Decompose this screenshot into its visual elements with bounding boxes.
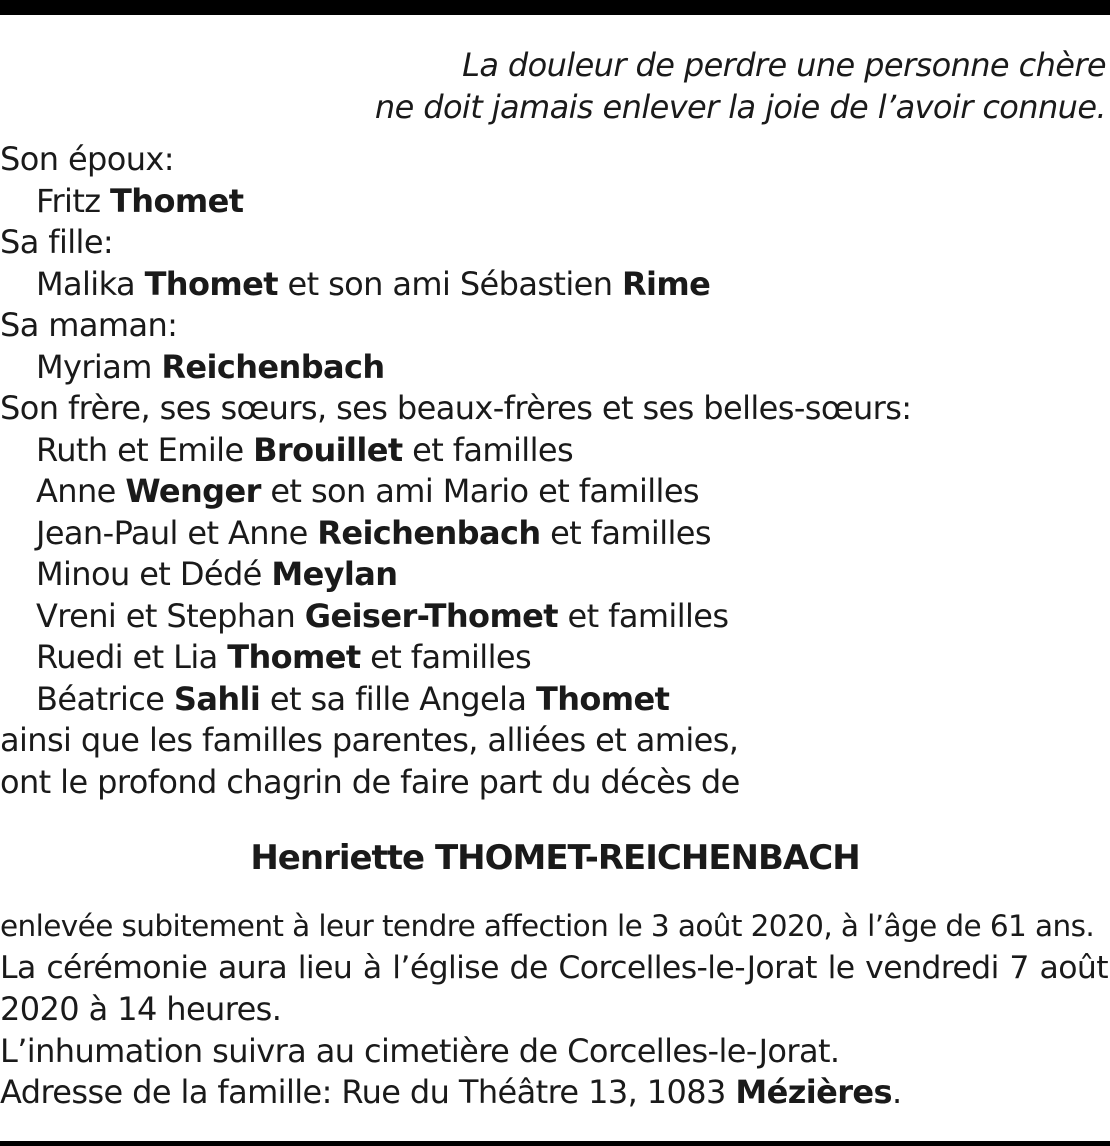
top-rule bbox=[0, 0, 1110, 15]
funeral-details bbox=[0, 906, 1108, 1114]
husband-label: Son époux: bbox=[0, 140, 174, 178]
details-line-4: L’inhumation suivra au cimetière de Corcelles-le-Jorat. bbox=[0, 1031, 840, 1070]
closing-line-2: ont le profond chagrin de faire part du décès de bbox=[0, 762, 740, 801]
mother-label: Sa maman: bbox=[0, 306, 178, 344]
daughter-label: Sa fille: bbox=[0, 223, 114, 261]
family-address: Adresse de la famille: Rue du Théâtre 13, 1083 Mézières. bbox=[0, 1073, 902, 1111]
details-line-1: enlevée subitement à leur tendre affection le 3 août 2020, à l’âge de 61 ans. bbox=[0, 909, 1095, 943]
details-line-2: La cérémonie aura lieu à l’église de Corcelles-le-Jorat le vendredi 7 août bbox=[0, 949, 1108, 986]
sibling-entry: Ruedi et Lia Thomet et familles bbox=[36, 638, 532, 676]
sibling-entry: Ruth et Emile Brouillet et familles bbox=[36, 430, 574, 469]
deceased-name: Henriette THOMET-REICHENBACH bbox=[250, 838, 860, 878]
daughter-name: Malika Thomet et son ami Sébastien Rime bbox=[36, 264, 711, 303]
epigraph-quote bbox=[375, 44, 1106, 128]
siblings-label: Son frère, ses sœurs, ses beaux-frères et ses belles-sœurs: bbox=[0, 389, 912, 427]
mother-name: Myriam Reichenbach bbox=[36, 347, 385, 386]
closing-line-1: ainsi que les familles parentes, alliées et amies, bbox=[0, 721, 739, 759]
sibling-entry: Anne Wenger et son ami Mario et familles bbox=[36, 472, 699, 510]
sibling-entry: Vreni et Stephan Geiser-Thomet et familles bbox=[36, 596, 729, 635]
quote-line-2: ne doit jamais enlever la joie de l’avoir connue. bbox=[374, 88, 1106, 126]
sibling-entry: Jean-Paul et Anne Reichenbach et familles bbox=[36, 513, 711, 552]
bottom-rule bbox=[0, 1141, 1110, 1146]
family-list bbox=[0, 139, 911, 803]
husband-name: Fritz Thomet bbox=[36, 181, 244, 220]
quote-line-1: La douleur de perdre une personne chère bbox=[462, 46, 1106, 84]
details-line-3: 2020 à 14 heures. bbox=[0, 990, 282, 1028]
sibling-entry: Minou et Dédé Meylan bbox=[36, 555, 398, 593]
sibling-entry: Béatrice Sahli et sa fille Angela Thomet bbox=[36, 679, 670, 718]
